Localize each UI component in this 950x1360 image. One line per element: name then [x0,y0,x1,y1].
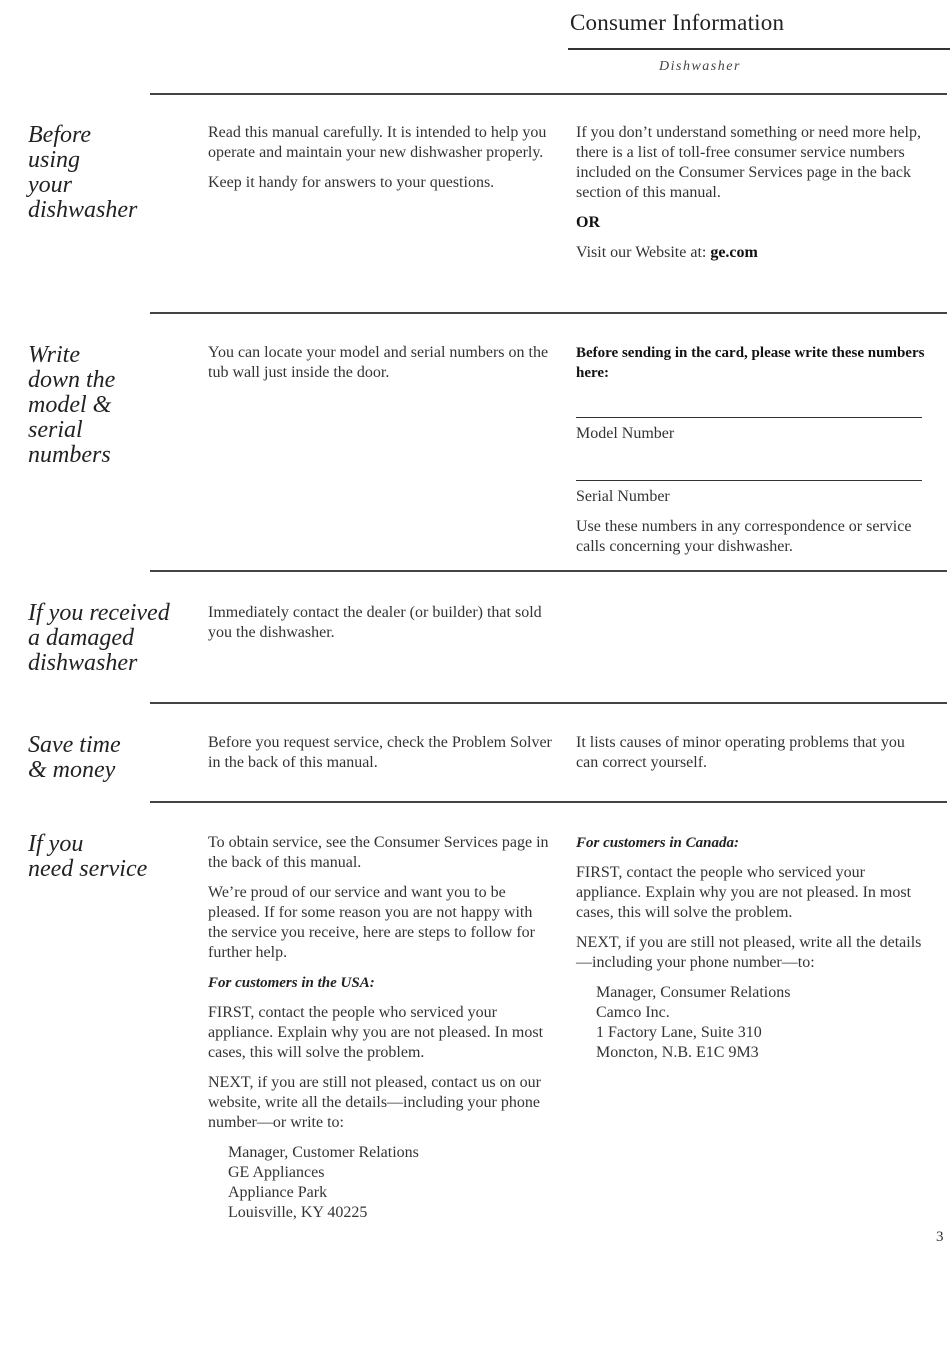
save-left-text: Before you request service, check the Problem Solver in the back of this manual. [208,734,552,771]
service-right-text: For customers in Canada: FIRST, contact the people who serviced your appliance. Explain why you are not pleased. In most cases, this will solve the problem. NEXT, if you are still not pleased, write all the details—including your phone number—to: Manager, Consumer Relations Camco Inc. 1 Factory Lane, Suite 310 Moncton, N.B. E1C 9M3 [576,833,926,1063]
model-number-line[interactable] [576,417,922,418]
write-right-text: Before sending in the card, please write these numbers here: Model Number Serial Number Use these numbers in any correspondence or service calls concerning your dishwasher. [576,345,925,555]
save-right-text: It lists causes of minor operating problems that you can correct yourself. [576,734,905,771]
section-heading-save-time: Save time & money [28,732,121,783]
canada-address: Manager, Consumer Relations Camco Inc. 1 Factory Lane, Suite 310 Moncton, N.B. E1C 9M3 [596,984,791,1061]
header-rule [568,48,950,50]
section-heading-damaged: If you received a damaged dishwasher [28,600,170,676]
before-left-text: Read this manual carefully. It is intended to help you operate and maintain your new dishwasher properly. Keep it handy for answers to your questions. [208,124,547,191]
model-number-label: Model Number [576,425,675,442]
section-divider [150,93,947,95]
damaged-left-text: Immediately contact the dealer (or builder) that sold you the dishwasher. [208,604,542,641]
section-divider [150,801,947,803]
service-left-text: To obtain service, see the Consumer Services page in the back of this manual. We’re proud of our service and want you to be pleased. If for some reason you are not happy with the service you receive, here are steps to follow for further help. For customers in the USA: FIRST, contact the people who serviced your appliance. Explain why you are not pleased. In most cases, this will solve the problem. NEXT, if you are still not pleased, contact us on our website, write all the details—including your phone number—or write to: Manager, Customer Relations GE Appliances Appliance Park Louisville, KY 40225 [208,833,553,1223]
page-title: Consumer Information [570,10,785,35]
usa-address: Manager, Customer Relations GE Appliances Appliance Park Louisville, KY 40225 [228,1144,419,1221]
write-left-text: You can locate your model and serial numbers on the tub wall just inside the door. [208,344,549,381]
page-subtitle: Dishwasher [659,59,741,74]
section-heading-need-service: If you need service [28,831,148,882]
serial-number-line[interactable] [576,480,922,481]
usa-subheading: For customers in the USA: [208,975,375,991]
serial-number-label: Serial Number [576,488,670,505]
section-divider [150,312,947,314]
section-divider [150,702,947,704]
section-heading-before-using: Before using your dishwasher [28,122,138,223]
section-heading-write-numbers: Write down the model & serial numbers [28,342,116,468]
section-divider [150,570,947,572]
before-right-text: If you don’t understand something or need more help, there is a list of toll-free consumer service numbers included on the Consumer Services page in the back section of this manual. OR Visit our Website at: ge.com [576,123,926,273]
website-link[interactable]: ge.com [710,244,758,261]
page-number: 3 [936,1229,944,1245]
canada-subheading: For customers in Canada: [576,835,739,851]
or-label: OR [576,214,600,231]
